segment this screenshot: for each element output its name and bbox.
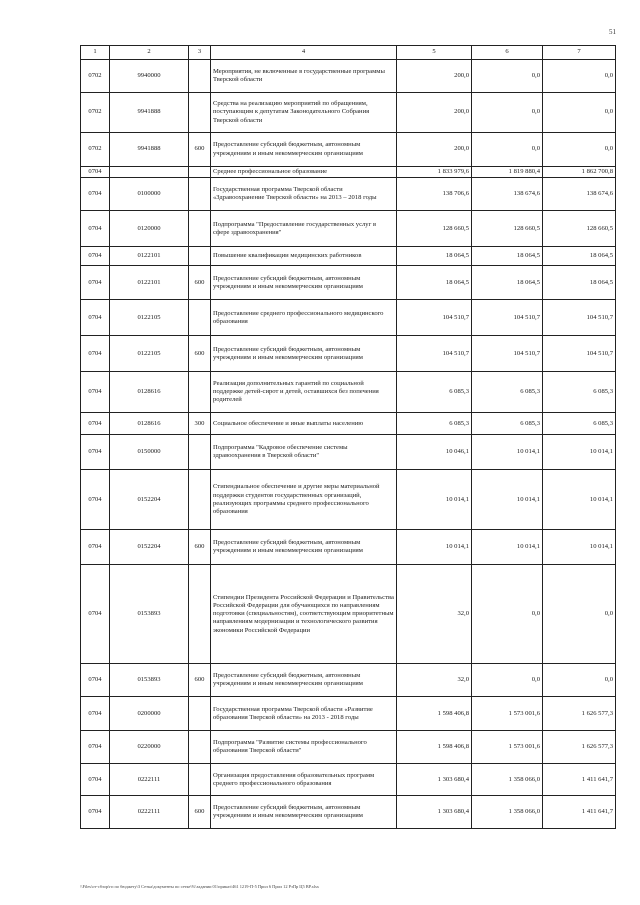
cell-name: Среднее профессиональное образование bbox=[211, 167, 397, 178]
table-row bbox=[81, 530, 616, 565]
cell-section: 0704 bbox=[81, 530, 110, 565]
cell-v3: 0,0 bbox=[543, 133, 616, 167]
cell-type bbox=[189, 167, 211, 178]
cell-name: Предоставление субсидий бюджетным, автономным учреждениям и иным некоммерческим организациям bbox=[211, 336, 397, 372]
table-row bbox=[81, 167, 616, 178]
cell-name: Подпрограмма "Развитие системы профессионального образования Тверской области" bbox=[211, 731, 397, 764]
cell-v3: 128 660,5 bbox=[543, 211, 616, 247]
cell-target: 0152204 bbox=[110, 530, 189, 565]
cell-v3: 0,0 bbox=[543, 60, 616, 93]
cell-name: Государственная программа Тверской области «Развитие образования Тверской области» на 2013 - 2018 годы bbox=[211, 697, 397, 731]
cell-v2: 0,0 bbox=[472, 93, 543, 133]
cell-section: 0702 bbox=[81, 133, 110, 167]
cell-type: 600 bbox=[189, 664, 211, 697]
cell-v2: 0,0 bbox=[472, 133, 543, 167]
cell-name: Предоставление среднего профессионального медицинского образования bbox=[211, 300, 397, 336]
cell-section: 0704 bbox=[81, 336, 110, 372]
cell-section: 0704 bbox=[81, 435, 110, 470]
cell-v3: 0,0 bbox=[543, 664, 616, 697]
cell-v2: 128 660,5 bbox=[472, 211, 543, 247]
cell-target: 0100000 bbox=[110, 178, 189, 211]
cell-target: 0220000 bbox=[110, 731, 189, 764]
table-row bbox=[81, 300, 616, 336]
cell-v1: 10 046,1 bbox=[397, 435, 472, 470]
cell-section: 0702 bbox=[81, 60, 110, 93]
cell-type bbox=[189, 764, 211, 796]
cell-section: 0702 bbox=[81, 93, 110, 133]
table-row bbox=[81, 697, 616, 731]
cell-v3: 6 085,3 bbox=[543, 372, 616, 413]
cell-section: 0704 bbox=[81, 266, 110, 300]
cell-v3: 1 626 577,3 bbox=[543, 731, 616, 764]
cell-target: 0122101 bbox=[110, 266, 189, 300]
cell-target: 0120000 bbox=[110, 211, 189, 247]
file-path-footer: \\Files\от-сбзор\гп по бюджету\3 Сетка\документы по сетке\%\задании 01\приказ\461 1219-П-5 Прил 6 Прил 12 РзПр Ц5 ВР.xlsx bbox=[80, 884, 319, 889]
cell-type bbox=[189, 470, 211, 530]
cell-v1: 200,0 bbox=[397, 93, 472, 133]
cell-section: 0704 bbox=[81, 413, 110, 435]
cell-name: Реализация дополнительных гарантий по социальной поддержке детей-сирот и детей, оставшихся без попечения родителей bbox=[211, 372, 397, 413]
cell-section: 0704 bbox=[81, 664, 110, 697]
cell-v1: 6 085,3 bbox=[397, 372, 472, 413]
cell-target: 0153893 bbox=[110, 565, 189, 664]
cell-v2: 1 819 880,4 bbox=[472, 167, 543, 178]
cell-v2: 10 014,1 bbox=[472, 470, 543, 530]
header-col-6: 6 bbox=[472, 46, 543, 60]
table-row bbox=[81, 435, 616, 470]
cell-v2: 10 014,1 bbox=[472, 435, 543, 470]
cell-section: 0704 bbox=[81, 178, 110, 211]
cell-v1: 1 598 406,8 bbox=[397, 731, 472, 764]
table-row bbox=[81, 60, 616, 93]
cell-name: Предоставление субсидий бюджетным, автономным учреждениям и иным некоммерческим организациям bbox=[211, 796, 397, 829]
table-row bbox=[81, 266, 616, 300]
cell-v2: 1 358 066,0 bbox=[472, 764, 543, 796]
cell-v1: 1 303 680,4 bbox=[397, 796, 472, 829]
header-col-7: 7 bbox=[543, 46, 616, 60]
cell-v2: 18 064,5 bbox=[472, 266, 543, 300]
cell-target: 9941888 bbox=[110, 133, 189, 167]
cell-v3: 1 862 700,8 bbox=[543, 167, 616, 178]
table-row bbox=[81, 565, 616, 664]
cell-v3: 1 411 641,7 bbox=[543, 764, 616, 796]
header-col-2: 2 bbox=[110, 46, 189, 60]
cell-type: 600 bbox=[189, 530, 211, 565]
cell-v3: 10 014,1 bbox=[543, 435, 616, 470]
cell-name: Предоставление субсидий бюджетным, автономным учреждениям и иным некоммерческим организациям bbox=[211, 266, 397, 300]
table-row bbox=[81, 664, 616, 697]
cell-type bbox=[189, 247, 211, 266]
cell-v1: 32,0 bbox=[397, 664, 472, 697]
header-col-4: 4 bbox=[211, 46, 397, 60]
cell-name: Повышение квалификации медицинских работников bbox=[211, 247, 397, 266]
table-row bbox=[81, 93, 616, 133]
cell-v3: 18 064,5 bbox=[543, 247, 616, 266]
cell-type bbox=[189, 300, 211, 336]
cell-section: 0704 bbox=[81, 300, 110, 336]
cell-name: Подпрограмма "Предоставление государственных услуг в сфере здравоохранения" bbox=[211, 211, 397, 247]
cell-name: Предоставление субсидий бюджетным, автономным учреждениям и иным некоммерческим организациям bbox=[211, 133, 397, 167]
cell-v2: 0,0 bbox=[472, 60, 543, 93]
cell-v3: 18 064,5 bbox=[543, 266, 616, 300]
cell-name: Средства на реализацию мероприятий по обращениям, поступающим к депутатам Законодательного Собрания Тверской области bbox=[211, 93, 397, 133]
cell-target: 0128616 bbox=[110, 413, 189, 435]
cell-v1: 128 660,5 bbox=[397, 211, 472, 247]
cell-v1: 1 833 979,6 bbox=[397, 167, 472, 178]
cell-section: 0704 bbox=[81, 796, 110, 829]
cell-v1: 18 064,5 bbox=[397, 247, 472, 266]
cell-name: Организация предоставления образовательных программ среднего профессионального образования bbox=[211, 764, 397, 796]
cell-type bbox=[189, 697, 211, 731]
cell-section: 0704 bbox=[81, 247, 110, 266]
cell-name: Стипендиальное обеспечение и другие меры материальной поддержки студентов государственных организаций, реализующих программы среднего профессионального образования bbox=[211, 470, 397, 530]
cell-v3: 138 674,6 bbox=[543, 178, 616, 211]
cell-section: 0704 bbox=[81, 731, 110, 764]
cell-target: 0122105 bbox=[110, 300, 189, 336]
table-row bbox=[81, 796, 616, 829]
cell-name: Стипендии Президента Российской Федерации и Правительства Российской Федерации для обучающихся по направлениям подготовки (специальностям), соответствующим приоритетным направлениям модернизации и технологического развития экономики Российской Федерации bbox=[211, 565, 397, 664]
table-body bbox=[81, 60, 616, 829]
cell-type: 600 bbox=[189, 266, 211, 300]
cell-v2: 10 014,1 bbox=[472, 530, 543, 565]
cell-section: 0704 bbox=[81, 565, 110, 664]
cell-type: 600 bbox=[189, 133, 211, 167]
cell-section: 0704 bbox=[81, 167, 110, 178]
cell-v3: 10 014,1 bbox=[543, 470, 616, 530]
cell-section: 0704 bbox=[81, 764, 110, 796]
table-row bbox=[81, 336, 616, 372]
page-number: 51 bbox=[609, 28, 616, 36]
cell-v1: 104 510,7 bbox=[397, 336, 472, 372]
table-row bbox=[81, 372, 616, 413]
cell-v3: 6 085,3 bbox=[543, 413, 616, 435]
cell-v2: 0,0 bbox=[472, 664, 543, 697]
table-header-row bbox=[81, 46, 616, 60]
cell-v1: 18 064,5 bbox=[397, 266, 472, 300]
cell-type: 600 bbox=[189, 796, 211, 829]
cell-v2: 104 510,7 bbox=[472, 300, 543, 336]
cell-type bbox=[189, 211, 211, 247]
cell-v1: 10 014,1 bbox=[397, 470, 472, 530]
cell-name: Государственная программа Тверской области «Здравоохранение Тверской области» на 2013 – 2018 годы bbox=[211, 178, 397, 211]
cell-v3: 10 014,1 bbox=[543, 530, 616, 565]
cell-type bbox=[189, 372, 211, 413]
cell-v2: 1 573 001,6 bbox=[472, 697, 543, 731]
cell-v1: 1 303 680,4 bbox=[397, 764, 472, 796]
table-row bbox=[81, 211, 616, 247]
cell-target: 0122101 bbox=[110, 247, 189, 266]
cell-v1: 200,0 bbox=[397, 60, 472, 93]
cell-v3: 0,0 bbox=[543, 93, 616, 133]
cell-v3: 104 510,7 bbox=[543, 336, 616, 372]
cell-section: 0704 bbox=[81, 470, 110, 530]
cell-v1: 1 598 406,8 bbox=[397, 697, 472, 731]
cell-type bbox=[189, 435, 211, 470]
cell-target: 0153893 bbox=[110, 664, 189, 697]
cell-type bbox=[189, 731, 211, 764]
cell-v2: 6 085,3 bbox=[472, 413, 543, 435]
cell-section: 0704 bbox=[81, 211, 110, 247]
header-col-1: 1 bbox=[81, 46, 110, 60]
cell-type bbox=[189, 93, 211, 133]
table-row bbox=[81, 764, 616, 796]
cell-type: 600 bbox=[189, 336, 211, 372]
cell-v1: 10 014,1 bbox=[397, 530, 472, 565]
header-col-5: 5 bbox=[397, 46, 472, 60]
table-row bbox=[81, 178, 616, 211]
cell-target: 9940000 bbox=[110, 60, 189, 93]
cell-target: 0222111 bbox=[110, 764, 189, 796]
cell-type: 300 bbox=[189, 413, 211, 435]
cell-v3: 0,0 bbox=[543, 565, 616, 664]
cell-v2: 1 358 066,0 bbox=[472, 796, 543, 829]
cell-v2: 6 085,3 bbox=[472, 372, 543, 413]
cell-v2: 18 064,5 bbox=[472, 247, 543, 266]
header-col-3: 3 bbox=[189, 46, 211, 60]
table-row bbox=[81, 247, 616, 266]
cell-section: 0704 bbox=[81, 697, 110, 731]
cell-target bbox=[110, 167, 189, 178]
table-row bbox=[81, 133, 616, 167]
cell-v1: 104 510,7 bbox=[397, 300, 472, 336]
cell-name: Предоставление субсидий бюджетным, автономным учреждениям и иным некоммерческим организациям bbox=[211, 530, 397, 565]
cell-type bbox=[189, 178, 211, 211]
cell-target: 0200000 bbox=[110, 697, 189, 731]
cell-name: Подпрограмма "Кадровое обеспечение системы здравоохранения в Тверской области" bbox=[211, 435, 397, 470]
cell-v1: 200,0 bbox=[397, 133, 472, 167]
cell-target: 0128616 bbox=[110, 372, 189, 413]
cell-target: 0150000 bbox=[110, 435, 189, 470]
cell-type bbox=[189, 60, 211, 93]
cell-v2: 104 510,7 bbox=[472, 336, 543, 372]
table-row bbox=[81, 470, 616, 530]
cell-v2: 138 674,6 bbox=[472, 178, 543, 211]
cell-v2: 0,0 bbox=[472, 565, 543, 664]
table-row bbox=[81, 731, 616, 764]
cell-name: Мероприятия, не включенные в государственные программы Тверской области bbox=[211, 60, 397, 93]
cell-name: Предоставление субсидий бюджетным, автономным учреждениям и иным некоммерческим организациям bbox=[211, 664, 397, 697]
cell-target: 0122105 bbox=[110, 336, 189, 372]
cell-v3: 104 510,7 bbox=[543, 300, 616, 336]
cell-v2: 1 573 001,6 bbox=[472, 731, 543, 764]
cell-v3: 1 411 641,7 bbox=[543, 796, 616, 829]
cell-v1: 32,0 bbox=[397, 565, 472, 664]
cell-type bbox=[189, 565, 211, 664]
cell-section: 0704 bbox=[81, 372, 110, 413]
cell-v3: 1 626 577,3 bbox=[543, 697, 616, 731]
budget-table bbox=[80, 45, 616, 829]
cell-target: 0222111 bbox=[110, 796, 189, 829]
cell-v1: 6 085,3 bbox=[397, 413, 472, 435]
cell-target: 9941888 bbox=[110, 93, 189, 133]
cell-name: Социальное обеспечение и иные выплаты населению bbox=[211, 413, 397, 435]
table-row bbox=[81, 413, 616, 435]
cell-v1: 138 706,6 bbox=[397, 178, 472, 211]
cell-target: 0152204 bbox=[110, 470, 189, 530]
